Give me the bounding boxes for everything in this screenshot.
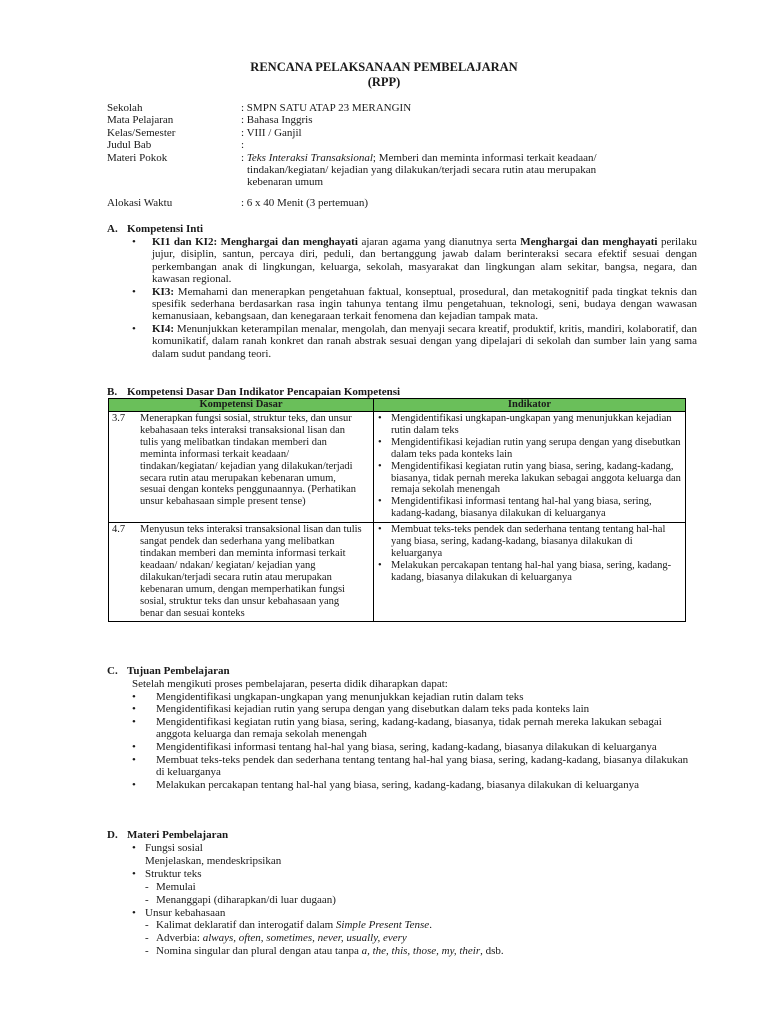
dash-icon: - (145, 880, 149, 893)
unsur-italic: always, often, sometimes, never, usually, every (202, 932, 407, 945)
table-row (109, 523, 686, 622)
materi-struktur: Struktur teks (145, 867, 202, 880)
unsur-text: Kalimat deklaratif dan interogatif dalam (156, 919, 334, 932)
indikator-cell (374, 523, 686, 622)
bullet-icon: • (378, 559, 382, 571)
materi-pokok-rest: ; Memberi dan meminta informasi terkait keadaan/ (372, 151, 597, 164)
tujuan-list (132, 678, 697, 791)
info-label: Mata Pelajaran (107, 114, 174, 127)
info-label: Judul Bab (107, 139, 152, 152)
kd-code: 4.7 (112, 524, 126, 536)
info-value: : 6 x 40 Menit (3 pertemuan) (241, 196, 369, 209)
materi-unsur: Unsur kebahasaan (145, 906, 226, 919)
section-title: Kompetensi Inti (127, 223, 204, 235)
section-number: D. (107, 829, 118, 841)
list-item (132, 779, 697, 792)
info-row-judul-bab (107, 139, 687, 151)
list-item (132, 754, 697, 779)
tujuan-text: Membuat teks-teks pendek dan sederhana tentang tentang hal-hal yang biasa, sering, kadang-kadang, biasanya dilakukan di keluarganya (156, 753, 689, 779)
info-value: : SMPN SATU ATAP 23 MERANGIN (241, 102, 412, 114)
materi-list (132, 842, 692, 958)
indikator-text: Mengidentifikasi ungkapan-ungkapan yang menunjukkan kejadian rutin dalam teks (391, 413, 672, 436)
struktur-item: Memulai (156, 880, 196, 893)
tujuan-text: Mengidentifikasi ungkapan-ungkapan yang menunjukkan kejadian rutin dalam teks (156, 690, 524, 703)
section-number: B. (107, 386, 118, 398)
ki4-text: Menunjukkan keterampilan menalar, mengolah, dan menyaji secara kreatif, produktif, kritis, mandiri, kolaboratif, dan komunikatif, dalam ranah konkret dan ranah abstrak sesuai dengan yang dipelajari di sekolah dan sumber lain yang sama dalam sudut pandang teori. (152, 322, 698, 360)
list-item (132, 868, 692, 881)
bullet-icon: • (378, 496, 382, 508)
unsur-italic: a, the, this, those, my, their (361, 945, 481, 958)
bullet-icon: • (378, 524, 382, 536)
materi-pokok-cont2: kebenaran umum (247, 176, 324, 189)
ki3-label: KI3: (152, 285, 174, 298)
section-title: Tujuan Pembelajaran (127, 665, 230, 677)
indikator-text: Membuat teks-teks pendek dan sederhana tentang tentang hal-hal yang biasa, sering, kadang-kadang, biasanya dilakukan di keluarganya (391, 524, 666, 559)
unsur-end: . (429, 919, 432, 932)
indikator-item (377, 524, 682, 560)
info-label: Kelas/Semester (107, 126, 176, 139)
identity-block (107, 102, 687, 209)
list-item (132, 716, 697, 741)
bullet-icon: • (132, 690, 136, 703)
table-row (109, 412, 686, 523)
list-item (132, 919, 692, 932)
section-title: Kompetensi Dasar Dan Indikator Pencapaian Kompetensi (127, 386, 401, 398)
section-number: A. (107, 223, 118, 235)
indikator-item (377, 437, 682, 461)
tujuan-text: Mengidentifikasi kejadian rutin yang serupa dengan yang disebutkan dalam teks pada konteks lain (156, 703, 590, 716)
kd-cell (109, 523, 374, 622)
list-item (132, 691, 697, 704)
dash-icon: - (145, 893, 149, 906)
materi-fungsi: Fungsi sosial (145, 842, 203, 854)
info-label: Alokasi Waktu (107, 196, 173, 209)
kompetensi-inti-list (132, 236, 697, 360)
info-value: : Teks Interaksi Transaksional; Memberi dan meminta informasi terkait keadaan/ tindakan/kegiatan/ kejadian yang dilakukan/terjadi secara rutin atau merupakan kebenaran umum (241, 151, 597, 189)
materi-pokok-cont1: tindakan/kegiatan/ kejadian yang dilakukan/terjadi secara rutin atau merupakan (247, 164, 597, 177)
title-line-2: (RPP) (367, 75, 401, 89)
title-line-1: RENCANA PELAKSANAAN PEMBELAJARAN (250, 60, 518, 74)
ki12-label: KI1 dan KI2: (152, 236, 218, 248)
list-item (132, 932, 692, 945)
list-item (132, 881, 692, 894)
list-item (132, 907, 692, 920)
indikator-item (377, 413, 682, 437)
bullet-icon: • (132, 715, 136, 728)
info-value: : (241, 139, 245, 152)
struktur-item: Menanggapi (diharapkan/di luar dugaan) (156, 893, 336, 906)
bullet-icon: • (378, 413, 382, 424)
kd-text: Menerapkan fungsi sosial, struktur teks, dan unsur kebahasaan teks interaksi transaksional lisan dan tulis yang melibatkan tindakan memberi dan meminta informasi terkait keadaan/ tindakan/kegiatan/ kejadian yang dilakukan/terjadi secara rutin atau merupakan kebenaran umum, sesuai dengan konteks penggunaannya. (Perhatikan unsur kebahasaan simple present tense) (140, 413, 357, 508)
document-title (0, 60, 768, 90)
materi-pokok-italic: Teks Interaksi Transaksional (246, 151, 373, 164)
list-item (132, 945, 692, 958)
info-row-kelas (107, 127, 687, 139)
section-number: C. (107, 665, 118, 677)
bullet-icon: • (132, 867, 136, 880)
kompetensi-table (108, 398, 686, 622)
list-item (132, 842, 692, 855)
kd-text: Menyusun teks interaksi transaksional lisan dan tulis sangat pendek dan sederhana yang melibatkan tindakan memberi dan meminta informasi terkait keadaan/ ndakan/ kegiatan/ kejadian yang dilakukan/terjadi secara rutin atau merupakan kebenaran umum, dengan memperhatikan fungsi sosial, struktur teks dan unsur kebahasaan yang benar dan sesuai konteks (140, 524, 362, 619)
section-a-heading (107, 223, 203, 235)
tujuan-intro: Setelah mengikuti proses pembelajaran, peserta didik diharapkan dapat: (132, 678, 448, 690)
list-item (132, 894, 692, 907)
tujuan-text: Mengidentifikasi kegiatan rutin yang biasa, sering, kadang-kadang, biasanya, tidak pernah mereka lakukan sebagai anggota keluarga dan remaja sekolah menengah (156, 715, 662, 741)
tujuan-text: Melakukan percakapan tentang hal-hal yang biasa, sering, kadang-kadang, biasanya dilakukan di keluarganya (156, 778, 640, 791)
info-label: Sekolah (107, 102, 143, 114)
dash-icon: - (145, 932, 149, 945)
bullet-icon: • (378, 436, 382, 448)
bullet-icon: • (132, 753, 136, 766)
bullet-icon: • (132, 703, 136, 716)
section-d-heading (107, 829, 228, 841)
info-row-mapel (107, 114, 687, 126)
ki12-bold-1: Menghargai dan menghayati (220, 236, 358, 248)
indikator-item (377, 496, 682, 520)
list-item (132, 703, 697, 716)
ki12-text-1: ajaran agama yang dianutnya serta (361, 236, 517, 248)
bullet-icon: • (132, 842, 136, 854)
section-b-heading (107, 386, 400, 398)
info-value: : Bahasa Inggris (241, 114, 313, 127)
bullet-icon: • (132, 740, 136, 753)
tujuan-text: Mengidentifikasi informasi tentang hal-hal yang biasa, sering, kadang-kadang, biasanya dilakukan di keluarganya (156, 740, 657, 753)
materi-fungsi-desc: Menjelaskan, mendeskripsikan (145, 854, 282, 867)
indikator-item (377, 560, 682, 584)
info-value: : VIII / Ganjil (241, 126, 302, 139)
kd-cell (109, 412, 374, 523)
indikator-text: Melakukan percakapan tentang hal-hal yang biasa, sering, kadang-kadang, biasanya dilakukan di keluarganya (391, 559, 672, 583)
bullet-icon: • (132, 236, 136, 248)
unsur-end: , dsb. (480, 945, 504, 958)
ki3-text: Memahami dan menerapkan pengetahuan faktual, konseptual, prosedural, dan metakognitif pada tingkat teknis dan spesifik sederhana berdasarkan rasa ingin tahunya tentang ilmu pengetahuan, teknologi, seni, budaya dengan wawasan kemanusiaan, kebangsaan, dan kenegaraan terkait fenomena dan kejadian tampak mata. (152, 285, 697, 323)
ki12-bold-2: Menghargai dan menghayati (520, 236, 658, 248)
info-row-sekolah (107, 102, 687, 114)
section-c-heading (107, 665, 230, 677)
ki4-label: KI4: (152, 322, 174, 335)
info-row-alokasi (107, 197, 687, 209)
bullet-icon: • (132, 322, 136, 335)
info-label: Materi Pokok (107, 151, 168, 164)
indikator-cell (374, 412, 686, 523)
bullet-icon: • (132, 285, 136, 298)
dash-icon: - (145, 945, 149, 958)
indikator-text: Mengidentifikasi informasi tentang hal-hal yang biasa, sering, kadang-kadang, biasanya dilakukan di keluarganya (391, 496, 652, 520)
table-header-kd: Kompetensi Dasar (109, 399, 374, 412)
table-header-indikator: Indikator (374, 399, 686, 412)
indikator-text: Mengidentifikasi kegiatan rutin yang biasa, sering, kadang-kadang, biasanya, tidak pernah mereka lakukan sebagai anggota keluarga dan remaja sekolah menengah (391, 460, 681, 496)
bullet-icon: • (378, 460, 382, 472)
kd-code: 3.7 (112, 413, 126, 424)
ki12-item (132, 236, 697, 286)
unsur-text: Nomina singular dan plural dengan atau tanpa (156, 945, 359, 958)
info-row-materi-pokok (107, 152, 687, 189)
bullet-icon: • (132, 778, 136, 791)
ki3-item (132, 286, 697, 323)
section-title: Materi Pembelajaran (127, 829, 229, 841)
bullet-icon: • (132, 906, 136, 919)
ki12-text-2: perilaku jujur, disiplin, santun, percaya diri, peduli, dan bertanggung jawab dalam berinteraksi secara efektif sesuai dengan perkembangan anak di lingkungan, keluarga, sekolah, masyarakat dan lingkungan alam sekitar, bangsa, negara, dan kawasan regional. (152, 236, 697, 286)
ki4-item (132, 323, 697, 360)
unsur-text: Adverbia: (156, 932, 200, 945)
list-item (132, 741, 697, 754)
unsur-italic: Simple Present Tense (335, 919, 430, 932)
indikator-text: Mengidentifikasi kejadian rutin yang serupa dengan yang disebutkan dalam teks pada konteks lain (391, 436, 681, 460)
indikator-item (377, 461, 682, 497)
dash-icon: - (145, 919, 149, 932)
